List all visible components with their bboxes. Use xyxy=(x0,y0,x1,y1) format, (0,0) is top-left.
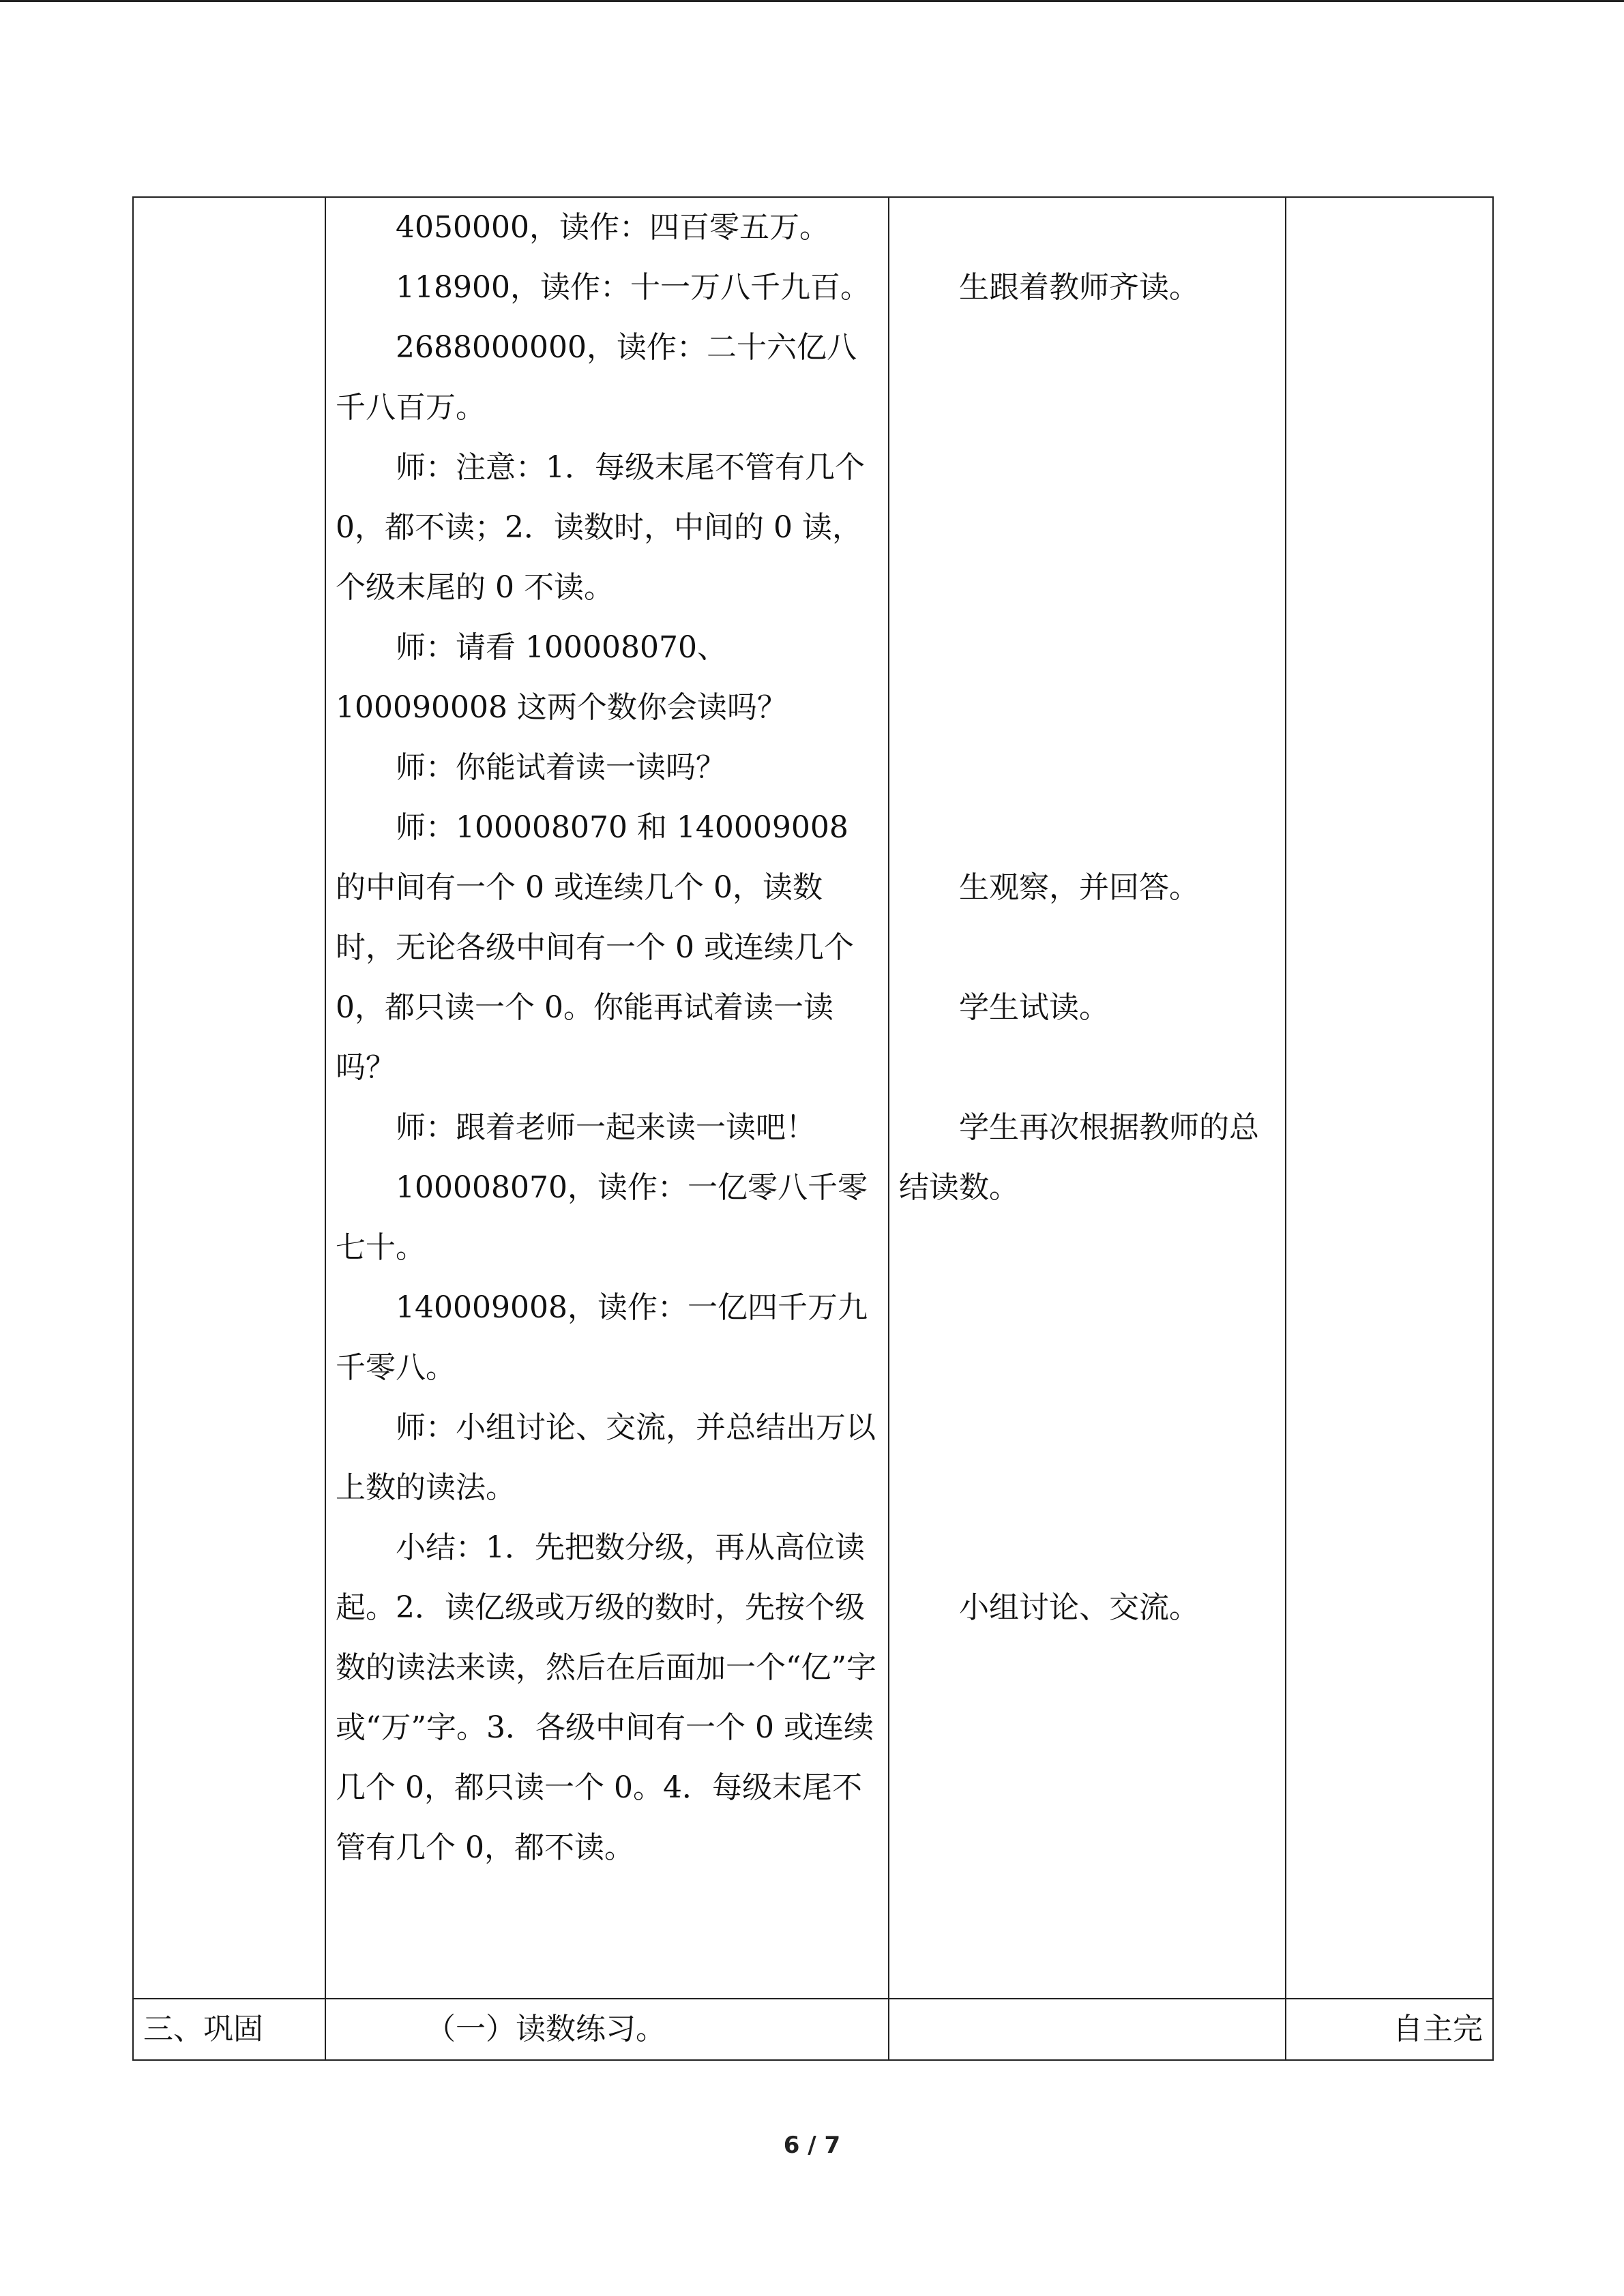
teacher-line: 师：100008070 和 140009008 的中间有一个 0 或连续几个 0，读数时，无论各级中间有一个 0 或连续几个 0，都只读一个 0。你能再试着读一读吗？ xyxy=(336,810,854,1085)
student-line: 生跟着教师齐读。 xyxy=(959,270,1199,305)
teacher-line: 师：你能试着读一读吗？ xyxy=(396,750,726,785)
teacher-line: 140009008，读作：一亿四千万九千零八。 xyxy=(336,1290,868,1385)
teacher-activity-cell xyxy=(325,197,889,1999)
teacher-line: 师：跟着老师一起来读一读吧！ xyxy=(396,1110,816,1145)
notes-cell: 自主完 xyxy=(1286,1999,1493,2060)
stage-cell: 三、巩固 xyxy=(133,1999,325,2060)
notes-cell xyxy=(1286,197,1493,1999)
table-row xyxy=(133,197,1493,1999)
teacher-line: 师：注意：1．每级末尾不管有几个 0，都不读；2．读数时，中间的 0 读，个级末尾的 0 不读。 xyxy=(336,450,865,605)
student-activity-cell xyxy=(889,197,1286,1999)
teacher-activity-cell xyxy=(325,1999,889,2060)
student-activity-cell xyxy=(889,1999,1286,2060)
student-line: 小组讨论、交流。 xyxy=(959,1590,1199,1625)
teacher-line: 小结：1．先把数分级，再从高位读起。2．读亿级或万级的数时，先按个级数的读法来读，然后在后面加一个“亿”字或“万”字。3．各级中间有一个 0 或连续几个 0，都只读一个 0。4．每级末尾不管有几个 0，都不读。 xyxy=(336,1530,876,1865)
stage-cell xyxy=(133,197,325,1999)
teacher-line: 师：请看 100008070、100090008 这两个数你会读吗？ xyxy=(336,630,787,725)
student-line: 生观察，并回答。 xyxy=(959,870,1199,905)
teacher-line: 100008070，读作：一亿零八千零七十。 xyxy=(336,1170,868,1265)
teacher-line: 师：小组讨论、交流，并总结出万以上数的读法。 xyxy=(336,1410,876,1505)
student-line: 学生再次根据教师的总结读数。 xyxy=(899,1110,1259,1205)
lesson-plan-table xyxy=(132,196,1494,2061)
page-top-border xyxy=(0,0,1624,2)
student-line: 学生试读。 xyxy=(959,990,1109,1025)
teacher-line: 2688000000，读作：二十六亿八千八百万。 xyxy=(336,330,857,425)
teacher-line: 118900，读作：十一万八千九百。 xyxy=(396,270,870,305)
page-number: 6 / 7 xyxy=(783,2132,841,2159)
teacher-line: （一）读数练习。 xyxy=(426,2012,666,2046)
table-row xyxy=(133,1999,1493,2060)
teacher-line: 4050000，读作：四百零五万。 xyxy=(396,210,829,245)
